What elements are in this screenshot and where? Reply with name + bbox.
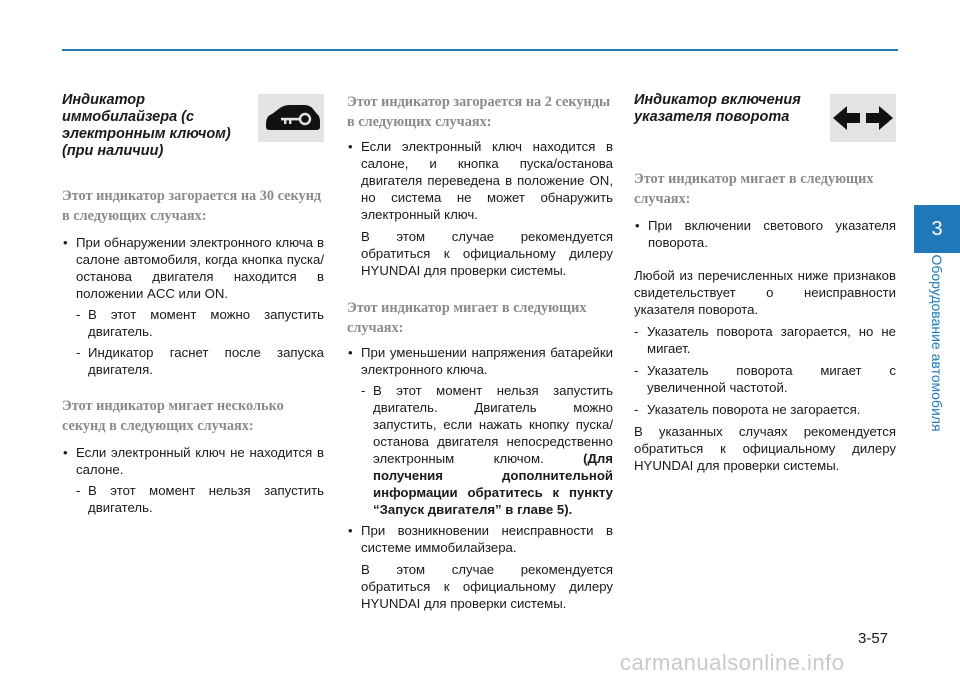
- turn-signal-indicator-box: [830, 94, 896, 142]
- column-immobilizer-cont: [347, 92, 613, 612]
- list-item: • При обнаружении электронного ключа в салоне автомобиля, когда кнопка пуска/останова двигателя находится в положении ACC или ON.: [63, 235, 324, 301]
- list-item: - Индикатор гаснет после запуска двигателя.: [76, 345, 324, 377]
- column-immobilizer: [62, 92, 324, 516]
- car-key-icon: [258, 94, 324, 142]
- list-item: • При возникновении неисправности в системе иммобилайзера.: [348, 523, 613, 555]
- page-number: 3-57: [858, 630, 889, 647]
- list-item: • Если электронный ключ не находится в салоне.: [63, 445, 324, 477]
- list-item: • При включении светового указателя поворота.: [635, 218, 896, 250]
- paragraph: В этом случае рекомендуется обратиться к официальному дилеру HYUNDAI для проверки системы.: [361, 229, 613, 278]
- section-heading: Этот индикатор загорается на 30 секунд в следующих случаях:: [62, 188, 322, 224]
- section-heading: Этот индикатор мигает несколько секунд в следующих случаях:: [62, 398, 284, 434]
- column-turn-signal: [634, 92, 896, 474]
- immobilizer-title: Индикатор иммобилайзера (с электронным ключом) (при наличии): [62, 92, 231, 159]
- bold-note: (Для получения дополнительной информации обратитесь к пункту “Запуск двигателя” в главе 5).: [373, 451, 613, 517]
- list-item: - Указатель поворота не загорается.: [634, 402, 861, 417]
- section-heading: Этот индикатор мигает в следующих случаях:: [634, 171, 874, 207]
- turn-signal-title: Индикатор включения указателя поворота: [634, 92, 801, 125]
- paragraph: В указанных случаях рекомендуется обратиться к официальному дилеру HYUNDAI для проверки системы.: [634, 424, 896, 473]
- list-item: - Указатель поворота мигает с увеличенной частотой.: [634, 363, 896, 395]
- chapter-tab: 3: [914, 205, 960, 253]
- paragraph: В этом случае рекомендуется обратиться к официальному дилеру HYUNDAI для проверки системы.: [361, 562, 613, 611]
- list-item: • При уменьшении напряжения батарейки электронного ключа.: [348, 345, 613, 377]
- paragraph: Любой из перечисленных ниже признаков свидетельствует о неисправности указателя поворота.: [634, 268, 896, 317]
- turn-signal-arrows-icon: [830, 94, 896, 142]
- list-item: - В этот момент нельзя запустить двигатель. Двигатель можно запустить, если нажать кнопку пуска/останова двигателя непосредственно электронным ключом. (Для получения дополнительной информации обратитесь к пункту “Запуск двигателя” в главе 5).: [361, 383, 613, 517]
- list-item: • Если электронный ключ находится в салоне, и кнопка пуска/останова двигателя переведена в положение ON, но система не может обнаружить электронный ключ.: [348, 139, 613, 222]
- list-item: - Указатель поворота загорается, но не мигает.: [634, 324, 896, 356]
- list-item: - В этот момент нельзя запустить двигатель.: [76, 483, 324, 515]
- immobilizer-indicator-box: [258, 94, 324, 142]
- section-heading: Этот индикатор загорается на 2 секунды в следующих случаях:: [347, 94, 611, 130]
- list-item: - В этот момент можно запустить двигатель.: [76, 307, 324, 339]
- watermark: carmanualsonline.info: [620, 650, 845, 675]
- section-heading: Этот индикатор мигает в следующих случаях:: [347, 300, 587, 336]
- top-rule: [62, 49, 898, 51]
- chapter-title: Оборудование автомобиля: [929, 254, 945, 432]
